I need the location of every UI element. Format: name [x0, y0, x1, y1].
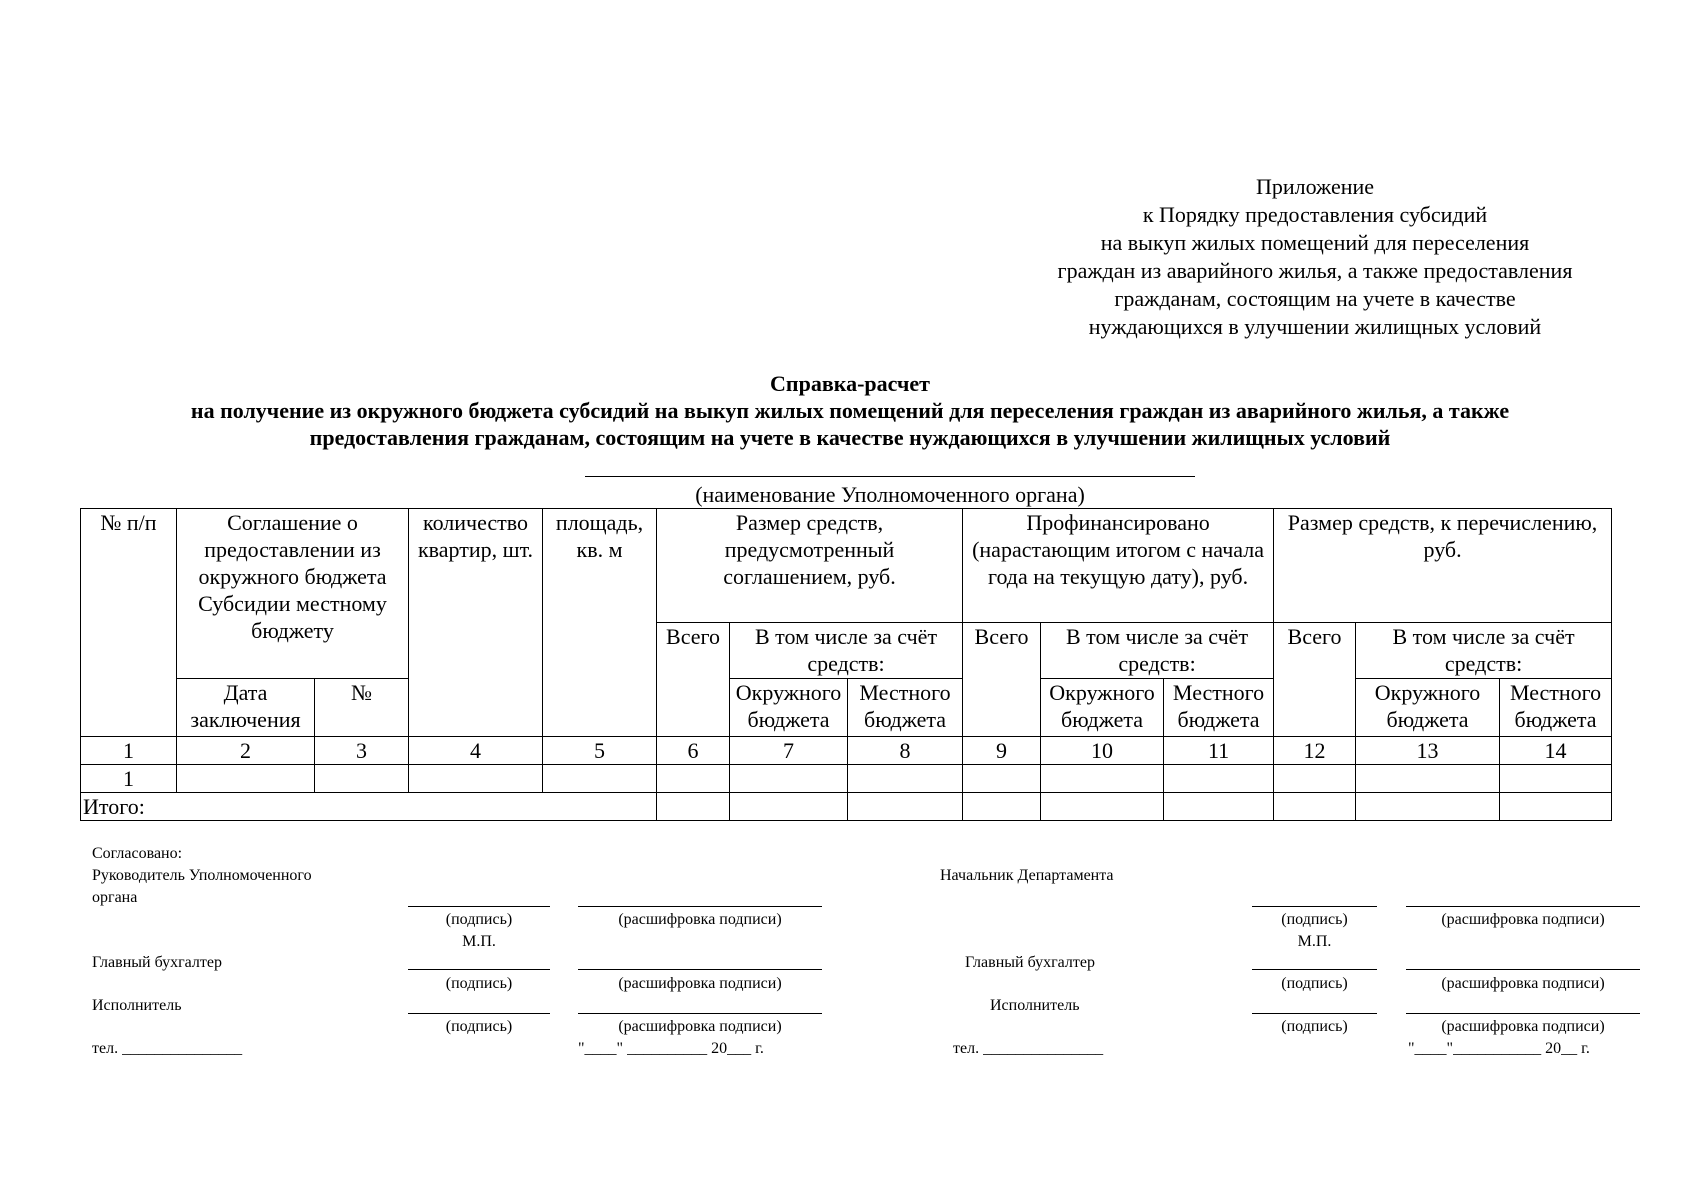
- appendix-line: к Порядку предоставления субсидий: [1142, 202, 1488, 227]
- table-cell[interactable]: [848, 793, 963, 821]
- header-planned: Размер средств, предусмотренный соглашением, руб.: [657, 509, 963, 623]
- header-local-planned: Местного бюджета: [848, 679, 963, 737]
- stamp-place: М.П.: [462, 933, 496, 950]
- table-cell[interactable]: [1041, 793, 1164, 821]
- sign-caption: (подпись): [445, 975, 513, 992]
- header-agreement-no: №: [315, 679, 409, 737]
- row-number: 1: [81, 765, 177, 793]
- date-field[interactable]: "____" __________ 20___ г.: [578, 1040, 764, 1057]
- decode-line[interactable]: [578, 1013, 822, 1014]
- stamp-place: М.П.: [1297, 933, 1332, 950]
- header-transfer: Размер средств, к перечислению, руб.: [1274, 509, 1612, 623]
- appendix-line: гражданам, состоящим на учете в качестве: [1114, 286, 1516, 311]
- decode-line[interactable]: [1406, 969, 1640, 970]
- table-cell[interactable]: [1356, 765, 1500, 793]
- table-cell[interactable]: [657, 765, 730, 793]
- table-cell[interactable]: [848, 765, 963, 793]
- header-financed: Профинансировано (нарастающим итогом с начала года на текущую дату), руб.: [963, 509, 1274, 623]
- table-cell[interactable]: [1500, 765, 1612, 793]
- executor-label: Исполнитель: [92, 997, 182, 1014]
- signature-line[interactable]: [1252, 969, 1377, 970]
- sign-caption: (подпись): [445, 911, 513, 928]
- col-number: 9: [963, 737, 1041, 765]
- header-date: Дата заключения: [177, 679, 315, 737]
- header-local-transfer: Местного бюджета: [1500, 679, 1612, 737]
- header-agreement: Соглашение о предоставлении из окружного бюджета Субсидии местному бюджету: [177, 509, 409, 679]
- decode-line[interactable]: [578, 906, 822, 907]
- table-cell[interactable]: [1356, 793, 1500, 821]
- table-cell[interactable]: [1274, 793, 1356, 821]
- col-number: 3: [315, 737, 409, 765]
- agreed-label: Согласовано:: [92, 845, 183, 862]
- appendix-line: Приложение: [1255, 174, 1375, 199]
- org-caption: (наименование Уполномоченного органа): [695, 482, 1085, 507]
- table-cell[interactable]: [730, 793, 848, 821]
- header-total-transfer: Всего: [1274, 623, 1356, 737]
- table-cell[interactable]: [315, 765, 409, 793]
- signature-line[interactable]: [408, 969, 550, 970]
- header-total-planned: Всего: [657, 623, 730, 737]
- table-cell[interactable]: [1274, 765, 1356, 793]
- col-number: 13: [1356, 737, 1500, 765]
- decode-line[interactable]: [1406, 906, 1640, 907]
- table-cell[interactable]: [730, 765, 848, 793]
- header-okrug-transfer: Окружного бюджета: [1356, 679, 1500, 737]
- col-number: 11: [1164, 737, 1274, 765]
- header-area: площадь, кв. м: [543, 509, 657, 737]
- header-okrug-financed: Окружного бюджета: [1041, 679, 1164, 737]
- appendix-line: граждан из аварийного жилья, а также предоставления: [1057, 258, 1573, 283]
- org-name-line: [585, 476, 1195, 477]
- decode-line[interactable]: [578, 969, 822, 970]
- col-number: 10: [1041, 737, 1164, 765]
- sign-caption: (подпись): [1281, 1018, 1348, 1035]
- col-number: 2: [177, 737, 315, 765]
- col-number: 7: [730, 737, 848, 765]
- sign-caption: (подпись): [1281, 975, 1348, 992]
- table-cell[interactable]: [543, 765, 657, 793]
- date-field[interactable]: "____"___________ 20__ г.: [1408, 1040, 1590, 1057]
- head-dept-label: Начальник Департамента: [940, 867, 1114, 884]
- decode-caption: (расшифровка подписи): [618, 911, 782, 928]
- table-cell[interactable]: [963, 793, 1041, 821]
- col-number: 1: [81, 737, 177, 765]
- head-org-label: Руководитель Уполномоченного: [92, 867, 312, 884]
- col-number: 14: [1500, 737, 1612, 765]
- table-row: [81, 765, 1612, 793]
- appendix-line: нуждающихся в улучшении жилищных условий: [1088, 314, 1542, 339]
- calculation-table: [80, 508, 1612, 821]
- title-main: Справка-расчет: [770, 371, 930, 396]
- table-cell[interactable]: [963, 765, 1041, 793]
- col-number: 6: [657, 737, 730, 765]
- title-line-3: предоставления гражданам, состоящим на учете в качестве нуждающихся в улучшении жилищных условий: [309, 425, 1391, 450]
- appendix-line: на выкуп жилых помещений для переселения: [1100, 230, 1530, 255]
- table-cell[interactable]: [177, 765, 315, 793]
- table-cell[interactable]: [657, 793, 730, 821]
- col-number: 5: [543, 737, 657, 765]
- table-cell[interactable]: [1041, 765, 1164, 793]
- phone-field[interactable]: тел. _______________: [953, 1040, 1104, 1057]
- total-row: [81, 793, 1612, 821]
- signature-line[interactable]: [408, 1013, 550, 1014]
- sign-caption: (подпись): [1281, 911, 1348, 928]
- table-cell[interactable]: [1500, 793, 1612, 821]
- decode-caption: (расшифровка подписи): [618, 975, 782, 992]
- signature-line[interactable]: [1252, 1013, 1377, 1014]
- signature-line[interactable]: [408, 906, 550, 907]
- header-flats: количество квартир, шт.: [409, 509, 543, 737]
- document-title: [60, 370, 1640, 451]
- col-number: 4: [409, 737, 543, 765]
- col-number: 12: [1274, 737, 1356, 765]
- total-label: Итого:: [81, 793, 657, 821]
- header-local-financed: Местного бюджета: [1164, 679, 1274, 737]
- table-cell[interactable]: [1164, 765, 1274, 793]
- phone-field[interactable]: тел. _______________: [92, 1040, 243, 1057]
- header-incl-transfer: В том числе за счёт средств:: [1356, 623, 1612, 679]
- title-line-2: на получение из окружного бюджета субсидий на выкуп жилых помещений для переселения граждан из аварийного жилья, а также: [190, 398, 1510, 423]
- chief-accountant-label: Главный бухгалтер: [92, 954, 222, 971]
- decode-line[interactable]: [1406, 1013, 1640, 1014]
- column-numbers-row: [81, 737, 1612, 765]
- head-org-label-2: органа: [92, 889, 138, 906]
- col-number: 8: [848, 737, 963, 765]
- header-num: № п/п: [81, 509, 177, 737]
- header-total-financed: Всего: [963, 623, 1041, 737]
- chief-accountant-label: Главный бухгалтер: [965, 954, 1095, 971]
- appendix-block: [1010, 173, 1620, 341]
- decode-caption: (расшифровка подписи): [618, 1018, 782, 1035]
- table-cell[interactable]: [409, 765, 543, 793]
- header-incl-financed: В том числе за счёт средств:: [1041, 623, 1274, 679]
- header-incl-planned: В том числе за счёт средств:: [730, 623, 963, 679]
- header-okrug-planned: Окружного бюджета: [730, 679, 848, 737]
- decode-caption: (расшифровка подписи): [1441, 1018, 1605, 1035]
- decode-caption: (расшифровка подписи): [1441, 975, 1605, 992]
- table-cell[interactable]: [1164, 793, 1274, 821]
- executor-label: Исполнитель: [990, 997, 1080, 1014]
- signature-line[interactable]: [1252, 906, 1377, 907]
- sign-caption: (подпись): [445, 1018, 513, 1035]
- decode-caption: (расшифровка подписи): [1441, 911, 1605, 928]
